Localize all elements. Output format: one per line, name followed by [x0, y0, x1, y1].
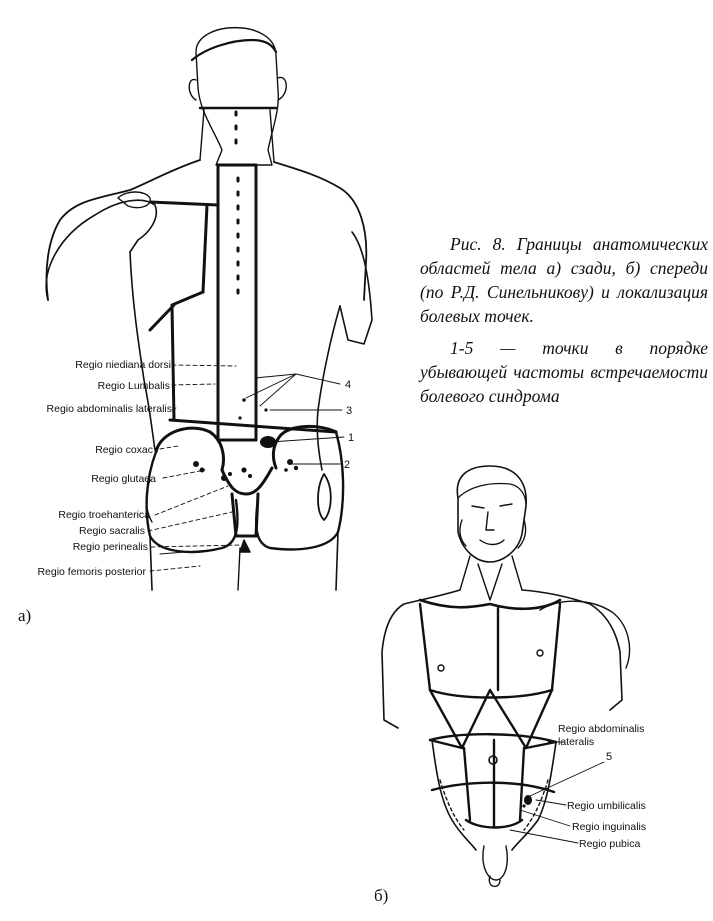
- panel-label-front: б): [374, 886, 389, 905]
- back-point-numbers: [344, 379, 354, 471]
- label-regio-lumbalis: Regio Lumbalis: [97, 380, 170, 392]
- label-regio-pubica: Regio pubica: [579, 838, 641, 850]
- front-pain-mark: [522, 795, 532, 808]
- label-regio-inguinalis: Regio inguinalis: [572, 821, 647, 833]
- back-view: [46, 28, 372, 590]
- back-leader-lines: [148, 365, 240, 571]
- figure-caption: [420, 232, 708, 416]
- label-regio-femoris-posterior: Regio femoris posterior: [37, 566, 146, 578]
- point-number: 4: [345, 379, 352, 391]
- label-regio-umbilicalis: Regio umbilicalis: [567, 800, 646, 812]
- point-number: 3: [346, 405, 353, 417]
- caption-legend: 1-5 — точки в порядке убывающей частоты встречаемости болевого синдрома: [420, 338, 708, 406]
- point-number: 2: [344, 459, 351, 471]
- label-regio-glutaea: Regio glutaea: [91, 473, 156, 485]
- panel-label-back: а): [18, 606, 32, 625]
- point-number: 1: [348, 432, 355, 444]
- back-point-lines: [246, 374, 344, 464]
- label-regio-abdominalis-lateralis: Regio abdominalis lateralis: [46, 403, 172, 415]
- label-regio-coxae: Regio coxac: [95, 444, 153, 456]
- label-regio-abdominalis-lateralis-front: Regio abdominalis lateralis: [558, 723, 645, 748]
- point-number: 5: [606, 751, 613, 763]
- front-labels: [558, 723, 646, 850]
- caption-title: Рис. 8. Границы анатомических областей тела а) сзади, б) спереди (по Р.Д. Синельникову) и локализация болевых точек.: [420, 234, 708, 326]
- label-regio-trochanterica: Regio troehanterica: [58, 509, 150, 521]
- label-regio-mediana-dorsi: Regio niediana dorsi: [75, 359, 171, 371]
- label-regio-sacralis: Regio sacralis: [79, 525, 145, 537]
- label-regio-perinealis: Regio perinealis: [72, 541, 148, 553]
